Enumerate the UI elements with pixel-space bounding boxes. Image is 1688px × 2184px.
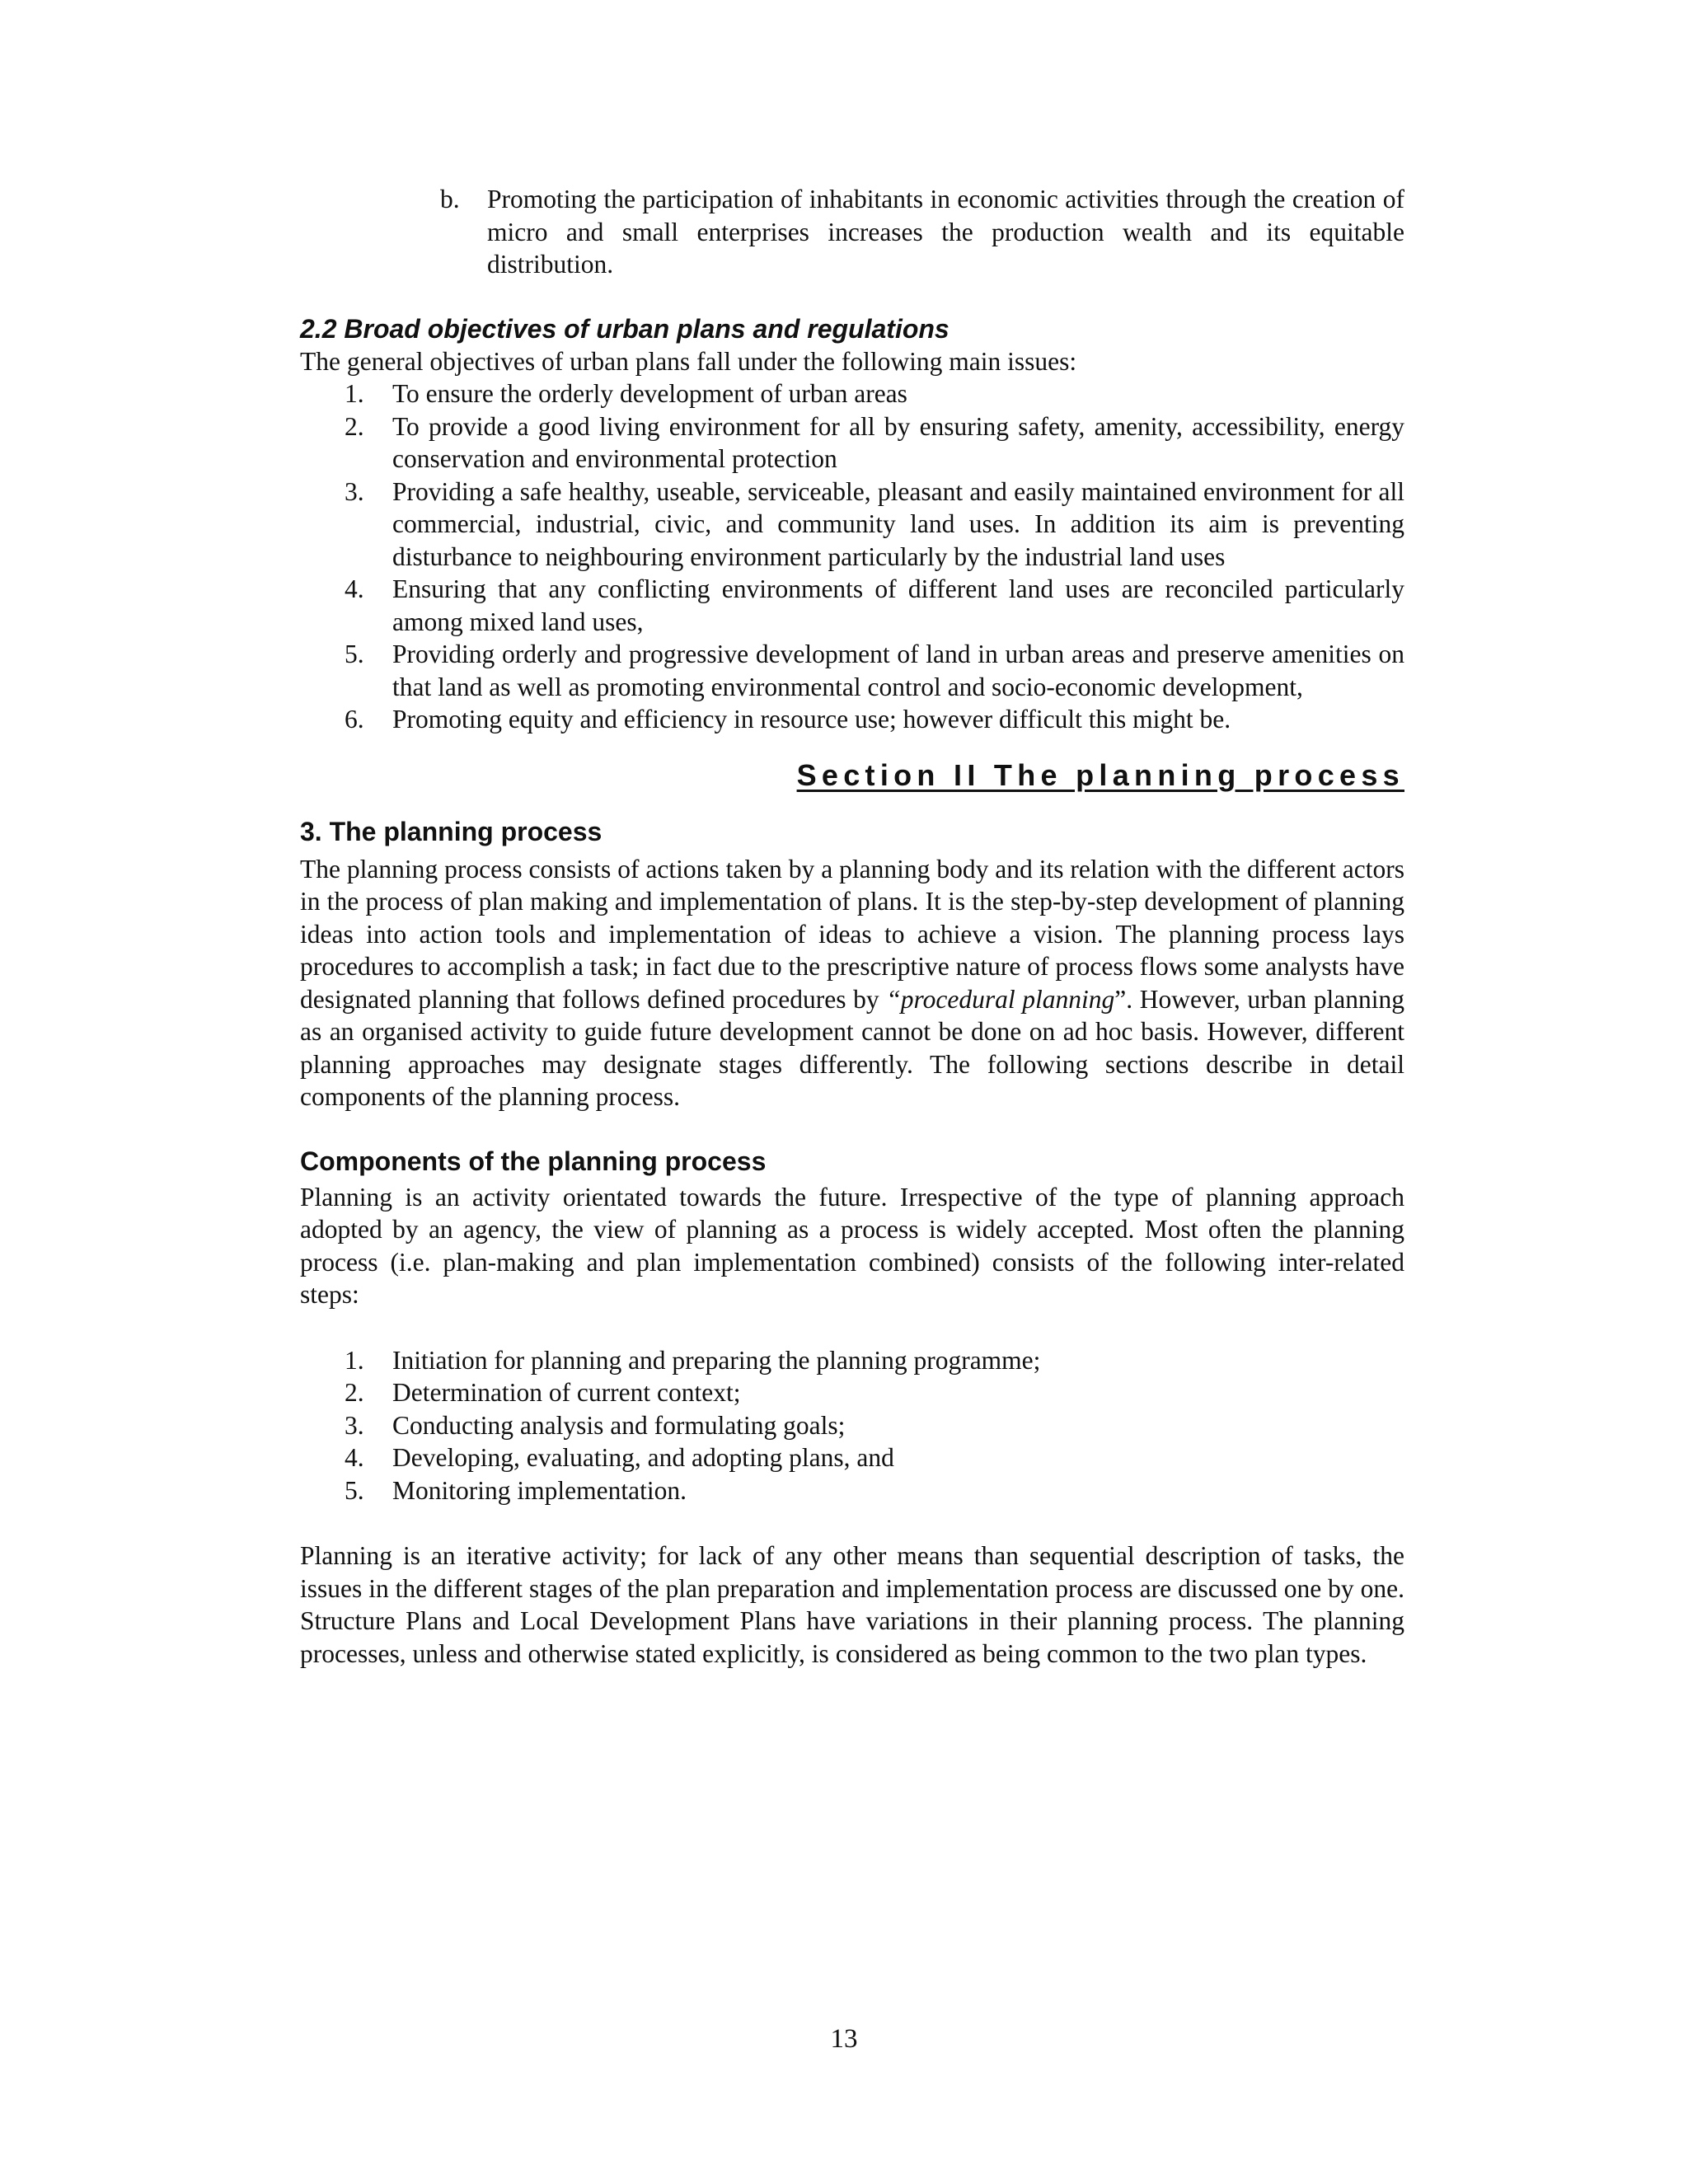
list-marker: b.	[440, 185, 460, 213]
list-item-text: Developing, evaluating, and adopting plans, and	[392, 1443, 894, 1472]
list-item	[300, 1344, 1404, 1377]
list-item-text: To ensure the orderly development of urban areas	[392, 379, 907, 408]
paragraph-text: ”. However, urban planning as an organised activity to guide future development cannot be done on ad hoc basis. However, different planning approaches may designate stages differently. The following sections describe in detail components of the planning process.	[300, 984, 1404, 1111]
list-item	[300, 410, 1404, 476]
document-page	[300, 183, 1404, 1670]
page-number: 13	[830, 2024, 858, 2054]
list-marker: 2.	[345, 411, 364, 441]
section-heading-2-2: 2.2 Broad objectives of urban plans and regulations	[300, 313, 950, 344]
list-item-text: To provide a good living environment for all by ensuring safety, amenity, accessibility, energy conservation and environmental protection	[392, 411, 1404, 473]
list-item	[300, 573, 1404, 638]
list-item-text: Promoting the participation of inhabitants in economic activities through the creation of micro and small enterprises increases the production wealth and its equitable distribution.	[487, 185, 1404, 279]
steps-list	[300, 1344, 1404, 1507]
list-marker: 4.	[345, 574, 364, 603]
list-marker: 3.	[345, 476, 364, 506]
list-item-text: Promoting equity and efficiency in resource use; however difficult this might be.	[392, 705, 1231, 733]
list-marker: 5.	[345, 1475, 364, 1505]
list-marker: 5.	[345, 640, 364, 668]
components-heading: Components of the planning process	[300, 1146, 767, 1176]
list-item-text: Initiation for planning and preparing the planning programme;	[392, 1345, 1041, 1375]
section-3-paragraph	[300, 853, 1404, 1113]
paragraph-text: The planning process consists of actions taken by a planning body and its relation with the different actors in the process of plan making and implementation of plans. It is the step-by-step development of planning ideas into action tools and implementation of ideas to achieve a vision. The planning process lays procedures to accomplish a task; in fact due to the prescriptive nature of process flows some analysts have designated planning that follows defined procedures by	[300, 854, 1404, 1014]
list-item-text: Providing orderly and progressive development of land in urban areas and preserve amenities on that land as well as promoting environmental control and socio-economic development,	[392, 640, 1404, 701]
section-2-2-intro: The general objectives of urban plans fall under the following main issues:	[300, 346, 1077, 376]
list-marker: 4.	[345, 1443, 364, 1472]
italic-term: “procedural planning	[886, 984, 1115, 1014]
list-item	[300, 703, 1404, 736]
section-heading-3: 3. The planning process	[300, 816, 603, 846]
list-item	[440, 183, 1404, 281]
list-item-text: Determination of current context;	[392, 1378, 741, 1407]
section-title: Section II The planning process	[796, 757, 1404, 792]
list-item	[300, 1376, 1404, 1409]
list-item	[300, 476, 1404, 574]
list-item	[300, 1441, 1404, 1474]
components-intro: Planning is an activity orientated towards the future. Irrespective of the type of planning approach adopted by an agency, the view of planning as a process is widely accepted. Most often the planning process (i.e. plan-making and plan implementation combined) consists of the following inter-related steps:	[300, 1182, 1404, 1309]
list-marker: 3.	[345, 1410, 364, 1440]
list-marker: 1.	[345, 1345, 364, 1375]
list-item	[300, 1409, 1404, 1442]
list-item	[300, 1474, 1404, 1507]
list-marker: 2.	[345, 1378, 364, 1407]
list-marker: 6.	[345, 705, 364, 733]
lead-list	[300, 183, 1404, 281]
list-item-text: Monitoring implementation.	[392, 1475, 687, 1505]
list-item	[300, 377, 1404, 410]
list-item-text: Ensuring that any conflicting environments of different land uses are reconciled particularly among mixed land uses,	[392, 574, 1404, 636]
closing-paragraph: Planning is an iterative activity; for lack of any other means than sequential description of tasks, the issues in the different stages of the plan preparation and implementation process are discussed one by one. Structure Plans and Local Development Plans have variations in their planning process. The planning processes, unless and otherwise stated explicitly, is considered as being common to the two plan types.	[300, 1541, 1404, 1668]
list-item-text: Providing a safe healthy, useable, serviceable, pleasant and easily maintained environment for all commercial, industrial, civic, and community land uses. In addition its aim is preventing disturbance to neighbouring environment particularly by the industrial land uses	[392, 476, 1404, 571]
objectives-list	[300, 377, 1404, 736]
list-marker: 1.	[345, 379, 364, 408]
list-item	[300, 638, 1404, 703]
list-item-text: Conducting analysis and formulating goals;	[392, 1410, 846, 1440]
